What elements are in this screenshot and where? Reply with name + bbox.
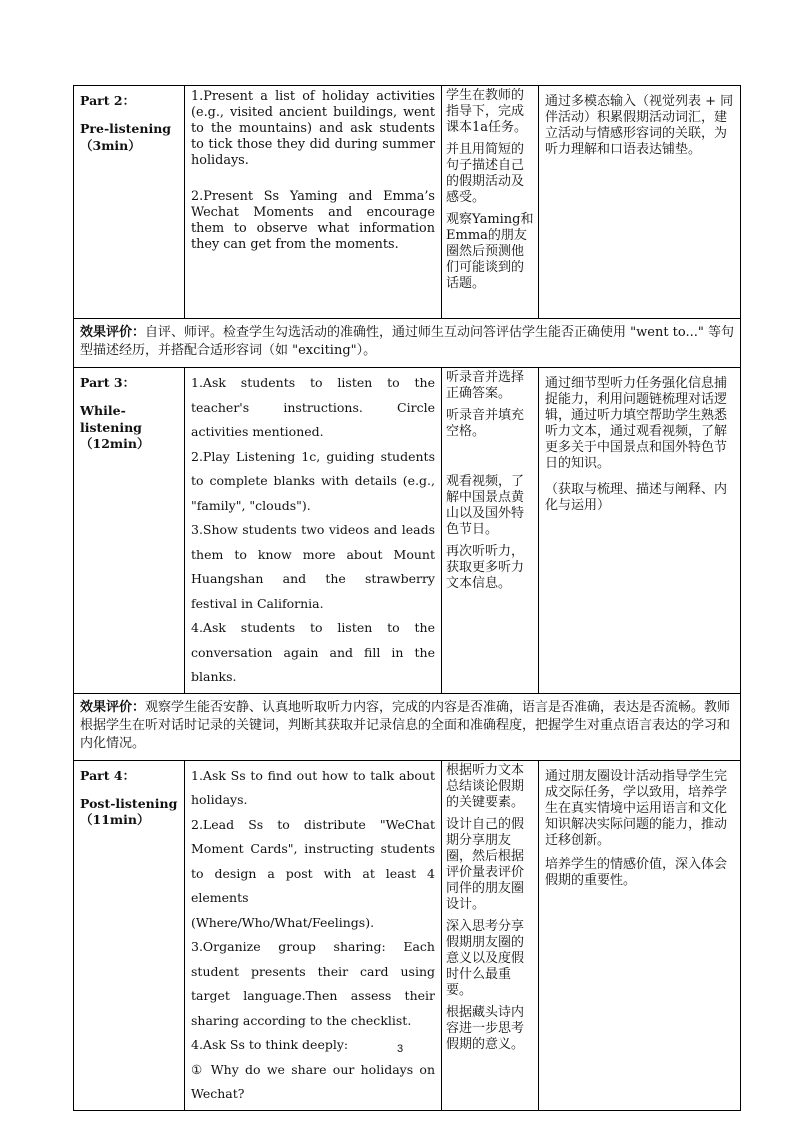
student-activity: 设计自己的假期分享朋友圈，然后根据评价量表评价同伴的朋友圈设计。: [446, 816, 525, 912]
part-time: （11min）: [80, 812, 150, 827]
table-row-part2: [74, 86, 741, 319]
purpose-cell-part4: [539, 760, 741, 1110]
teacher-step: 2.Play Listening 1c, guiding students to complete blanks with details (e.g., "family", "clouds").: [191, 448, 435, 513]
part-label: Part 3：: [80, 375, 136, 390]
teacher-step: 1.Present a list of holiday activities (e.g., visited ancient buildings, went to the mountains) and ask students to tick those they did during summer holidays.: [191, 89, 435, 168]
student-activity-cell-part2: [442, 86, 539, 319]
lesson-plan-page: [73, 85, 735, 1111]
evaluation-text: 自评、师评。检查学生勾选活动的准确性，通过师生互动问答评估学生能否正确使用 "went to..." 等句型描述经历，并搭配合适形容词（如 "exciting"）。: [80, 325, 735, 358]
lesson-plan-table: [73, 85, 741, 1111]
student-activity: 根据听力文本总结谈论假期的关键要素。: [446, 762, 525, 810]
teacher-activity-cell-part4: [185, 760, 442, 1110]
student-activity: 听录音并选择正确答案。: [446, 370, 525, 401]
teacher-activity-cell-part2: [185, 86, 442, 319]
student-activity-cell-part4: [442, 760, 539, 1110]
purpose-cell-part2: [539, 86, 741, 319]
part-name: Pre-listening: [80, 121, 172, 137]
teacher-step: 4.Ask Ss to think deeply:: [191, 1037, 349, 1052]
evaluation-label: 效果评价：: [80, 699, 146, 715]
table-row-part3: [74, 368, 741, 694]
student-activity: 学生在教师的指导下，完成课本1a任务。: [446, 88, 528, 135]
teacher-step: 3.Organize group sharing: Each student presents their card using target language.Then assess their sharing according to the checklist.: [191, 939, 435, 1028]
teacher-step: 1.Ask students to listen to the teacher's instructions. Circle activities mentioned.: [191, 375, 435, 439]
student-activity-cell-part3: [442, 368, 539, 694]
design-purpose: 通过多模态输入（视觉列表 + 同伴活动）积累假期活动词汇，建立活动与情感形容词的关联，为听力理解和口语表达铺垫。: [545, 94, 734, 157]
part-label: Part 4：: [80, 767, 136, 783]
student-activity: 并且用简短的句子描述自己的假期活动及感受。: [446, 142, 525, 205]
student-activity: 听录音并填充空格。: [446, 408, 525, 439]
page-number: 3: [396, 1043, 404, 1055]
teacher-step: 2.Lead Ss to distribute "WeChat Moment Cards", instructing students to design a post with at least 4 elements (Where/Who/What/Feelings).: [191, 816, 435, 930]
purpose-cell-part3: [539, 368, 741, 694]
stage-cell-part2: [74, 86, 185, 319]
stage-cell-part4: [74, 760, 185, 1110]
student-activity: 深入思考分享假期朋友圈的意义以及度假时什么最重要。: [446, 918, 525, 998]
part-time: （3min）: [80, 137, 141, 153]
teacher-step: 2.Present Ss Yaming and Emma’s Wechat Moments and encourage them to observe what information they can get from the moments.: [191, 189, 435, 252]
student-activity: 再次听听力，获取更多听力文本信息。: [446, 544, 525, 591]
design-purpose: 通过朋友圈设计活动指导学生完成交际任务，学以致用，培养学生在真实情境中运用语言和文化知识解决实际问题的能力，推动迁移创新。: [545, 768, 728, 848]
student-activity: 根据藏头诗内容进一步思考假期的意义。: [446, 1004, 525, 1052]
teacher-activity-cell-part3: [185, 368, 442, 694]
stage-cell-part3: [74, 368, 185, 694]
evaluation-row-part2: [74, 319, 741, 368]
teacher-step: 1.Ask Ss to find out how to talk about holidays.: [191, 767, 435, 807]
evaluation-text: 观察学生能否安静、认真地听取听力内容，完成的内容是否准确，语言是否准确，表达是否流畅。教师根据学生在听对话时记录的关键词，判断其获取并记录信息的全面和准确程度，把握学生对重点语言表达的学习和内化情况。: [80, 699, 731, 751]
table-row-part4: [74, 760, 741, 1110]
design-purpose: 通过细节型听力任务强化信息捕捉能力，利用问题链梳理对话逻辑，通过听力填空帮助学生熟悉听力文本，通过观看视频，了解更多关于中国景点和国外特色节日的知识。: [545, 376, 728, 471]
teacher-step: 4.Ask students to listen to the conversation again and fill in the blanks.: [191, 620, 435, 684]
part-time: （12min）: [80, 435, 150, 451]
evaluation-cell: [74, 319, 741, 368]
teacher-step: ① Why do we share our holidays on Wechat?: [191, 1061, 435, 1101]
design-purpose: （获取与梳理、描述与阐释、内化与运用）: [545, 482, 728, 513]
part-name: While-listening: [80, 403, 142, 435]
part-name: Post-listening: [80, 795, 178, 811]
evaluation-row-part3: [74, 693, 741, 760]
evaluation-cell: [74, 693, 741, 760]
student-activity: 观看视频，了解中国景点黄山以及国外特色节日。: [446, 474, 525, 537]
design-purpose: 培养学生的情感价值，深入体会假期的重要性。: [545, 856, 728, 888]
student-activity: 观察Yaming和Emma的朋友圈然后预测他们可能谈到的话题。: [446, 212, 534, 291]
teacher-step: 3.Show students two videos and leads them to know more about Mount Huangshan and the strawberry festival in California.: [191, 522, 435, 611]
part-label: Part 2：: [80, 93, 136, 108]
evaluation-label: 效果评价：: [80, 325, 146, 340]
